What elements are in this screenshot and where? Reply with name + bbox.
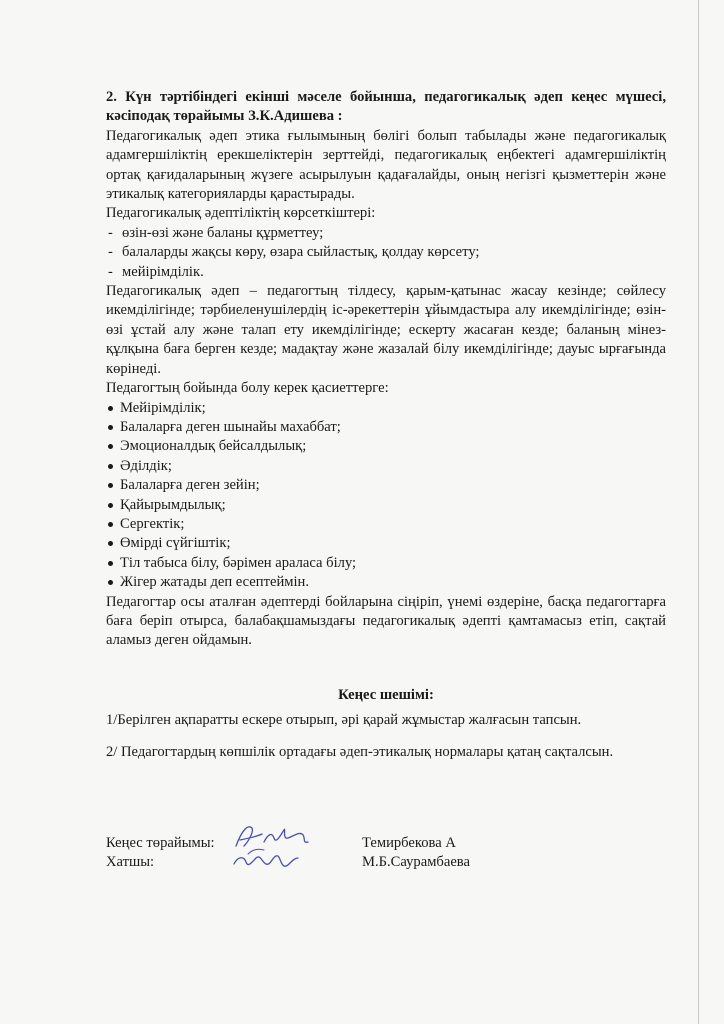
decision-title: Кеңес шешімі: (338, 686, 434, 703)
indicators-title: Педагогикалық әдептіліктің көрсеткіштері: (106, 205, 376, 222)
chair-role-label: Кеңес төрайымы: (106, 835, 215, 851)
list-item: Мейірімділік; (106, 399, 666, 418)
secretary-name: М.Б.Саурамбаева (362, 854, 470, 871)
list-item: Сергектік; (106, 515, 666, 534)
conclusion-paragraph: Педагогтар осы аталған әдептерді бойларына сіңіріп, үнемі өздеріне, басқа педагогтарға баға беріп отырса, балабақшамыздағы педагогикалық әдепті қамтамасыз етіп, сақтай аламыз деген ойдамын. (106, 593, 666, 649)
list-item: Балаларға деген зейін; (106, 476, 666, 495)
qualities-list (106, 399, 666, 593)
signature-row-secretary (106, 853, 666, 872)
list-item: Тіл табыса білу, бәрімен араласа білу; (106, 554, 666, 573)
intro-paragraph: Педагогикалық әдеп этика ғылымының бөлігі болып табылады және педагогикалық адамгершіліктің ерекшеліктерін зерттейді, педагогикалық еңбектегі адамгершіліктің ортақ қағидаларының жүзеге асырылуын қадағалайды, оның негізгі қызметтерін және этикалық категорияларды қарастырады. (106, 127, 666, 203)
handwritten-signatures (218, 818, 328, 880)
signature-block (106, 834, 666, 873)
secretary-role-label: Хатшы: (106, 854, 155, 871)
list-item: Балаларға деген шынайы махаббат; (106, 418, 666, 437)
list-item: Эмоционалдық бейсалдылық; (106, 437, 666, 456)
chair-name: Темирбекова А (362, 835, 456, 851)
list-item: Қайырымдылық; (106, 496, 666, 515)
decision-item-1: 1/Берілген ақпаратты ескере отырып, әрі қарай жұмыстар жалғасын тапсын. (106, 712, 582, 729)
list-item: - өзін-өзі және баланы құрметтеу; (106, 224, 666, 243)
signature-row-chair (106, 834, 666, 853)
agenda-heading: 2. Күн тәртібіндегі екінші мәселе бойынша, педагогикалық әдеп кеңес мүшесі, кәсіподақ төрайымы З.К.Адишева : (106, 89, 666, 125)
scan-edge-line (698, 0, 699, 1024)
indicators-list (106, 224, 666, 282)
document-body (106, 88, 666, 762)
list-item: - мейірімділік. (106, 263, 666, 282)
list-item: Жігер жатады деп есептеймін. (106, 573, 666, 592)
decision-item-2: 2/ Педагогтардың көпшілік ортадағы әдеп-этикалық нормалары қатаң сақталсын. (106, 743, 614, 760)
list-item: - балаларды жақсы көру, өзара сыйластық, қолдау көрсету; (106, 243, 666, 262)
list-item: Әділдік; (106, 457, 666, 476)
manifestation-paragraph: Педагогикалық әдеп – педагогтың тілдесу, қарым-қатынас жасау кезінде; сөйлесу икемділігінде; тәрбиеленушілердің іс-әрекеттерін ұйымдастыра алу икемділігінде; өзін-өзі ұстай алу және талап ету икемділігінде; ескерту жасаған кезде; баланың мінез-құлқына баға берген кезде; мадақтау және жазалай білу икемділігінде; дауыс ырғағында көрінеді. (106, 283, 666, 377)
list-item: Өмірді сүйгіштік; (106, 534, 666, 553)
qualities-title: Педагогтың бойында болу керек қасиеттерге: (106, 380, 389, 397)
